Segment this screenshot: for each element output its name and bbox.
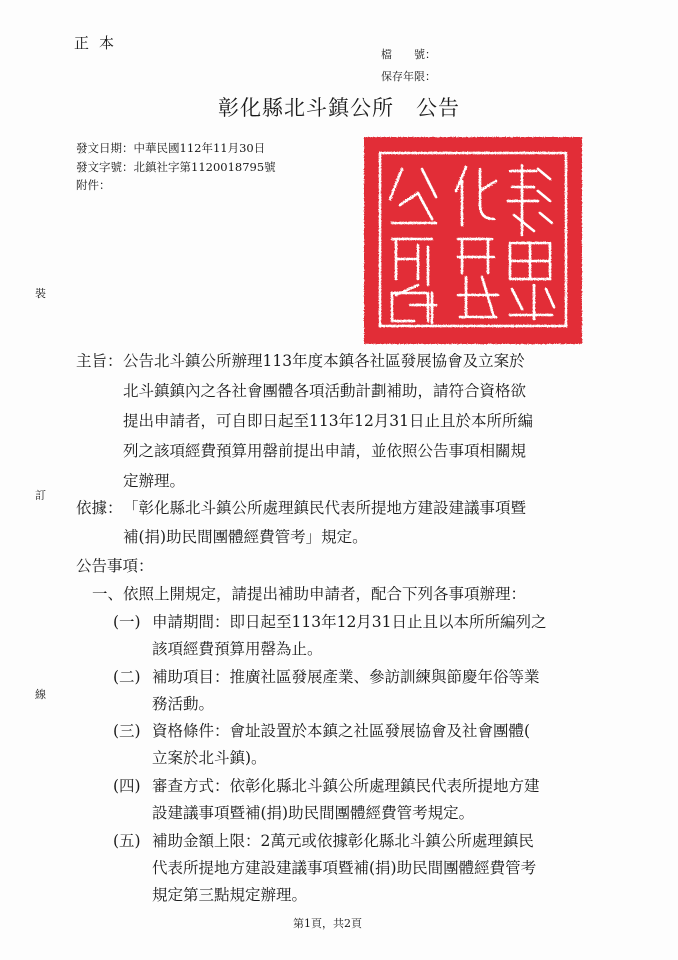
- issue-date-value: 中華民國112年11月30日: [133, 141, 266, 155]
- subitem-line: 補助金額上限：2萬元或依據彰化縣北斗鎮公所處理鎮民: [152, 832, 534, 850]
- attachment-label: 附件：: [76, 178, 111, 192]
- subitem-line: 申請期間：即日起至113年12月31日止且以本所所編列之: [152, 613, 547, 631]
- subitem-number: (一): [113, 613, 141, 631]
- document-title: 彰化縣北斗鎮公所 公告: [218, 96, 460, 120]
- notice-label: 公告事項：: [76, 557, 154, 575]
- margin-mark-zhuang: 裝: [35, 287, 46, 300]
- subitem-line: 規定第三點規定辦理。: [152, 886, 308, 904]
- subitem-line: 務活動。: [152, 695, 215, 713]
- official-seal: [362, 135, 584, 346]
- file-number-label: 檔 號：: [381, 48, 436, 61]
- issue-number-value: 北鎮社字第1120018795號: [133, 160, 276, 174]
- copy-mark: 正本: [74, 34, 125, 52]
- subitem-number: (二): [113, 668, 141, 686]
- issue-number: [76, 159, 276, 175]
- basis-label: 依據：: [76, 499, 123, 517]
- subitem-line: 代表所提地方建設建議事項暨補(捐)助民間團體經費管考: [152, 859, 537, 877]
- issue-number-label: 發文字號：: [76, 160, 134, 174]
- notice-item-1: 一、依照上開規定，請提出補助申請者，配合下列各事項辦理：: [92, 585, 527, 603]
- issue-date: [76, 140, 265, 156]
- basis-line: 「彰化縣北斗鎮公所處理鎮民代表所提地方建設建議事項暨: [123, 499, 527, 517]
- issue-date-label: 發文日期：: [76, 141, 134, 155]
- subject-line: 提出申請者，可自即日起至113年12月31日止且於本所所編: [123, 412, 534, 430]
- margin-mark-ding: 訂: [35, 489, 46, 502]
- subitem-line: 立案於北斗鎮)。: [152, 749, 267, 767]
- page-number: 第1頁，共2頁: [293, 917, 362, 930]
- subitem-number: (五): [113, 832, 141, 850]
- retention-label: 保存年限：: [381, 70, 436, 83]
- subitem-number: (三): [113, 722, 141, 740]
- subject-line: 公告北斗鎮公所辦理113年度本鎮各社區發展協會及立案於: [123, 352, 525, 370]
- basis-line: 補(捐)助民間團體經費管考」規定。: [123, 528, 368, 546]
- subject-line: 列之該項經費預算用罄前提出申請，並依照公告事項相關規: [123, 442, 527, 460]
- subject-line: 北斗鎮鎮內之各社會團體各項活動計劃補助，請符合資格欲: [123, 382, 527, 400]
- subitem-line: 設建議事項暨補(捐)助民間團體經費管考規定。: [152, 804, 475, 822]
- margin-mark-xian: 線: [35, 688, 46, 701]
- subitem-line: 補助項目：推廣社區發展產業、參訪訓練與節慶年俗等業: [152, 668, 540, 686]
- subject-label: 主旨：: [76, 352, 123, 370]
- subitem-line: 該項經費預算用罄為止。: [152, 640, 323, 658]
- subject-line: 定辦理。: [123, 472, 186, 490]
- subitem-line: 審查方式：依彰化縣北斗鎮公所處理鎮民代表所提地方建: [152, 777, 540, 795]
- subitem-line: 資格條件：會址設置於本鎮之社區發展協會及社會團體(: [152, 722, 531, 740]
- subitem-number: (四): [113, 777, 141, 795]
